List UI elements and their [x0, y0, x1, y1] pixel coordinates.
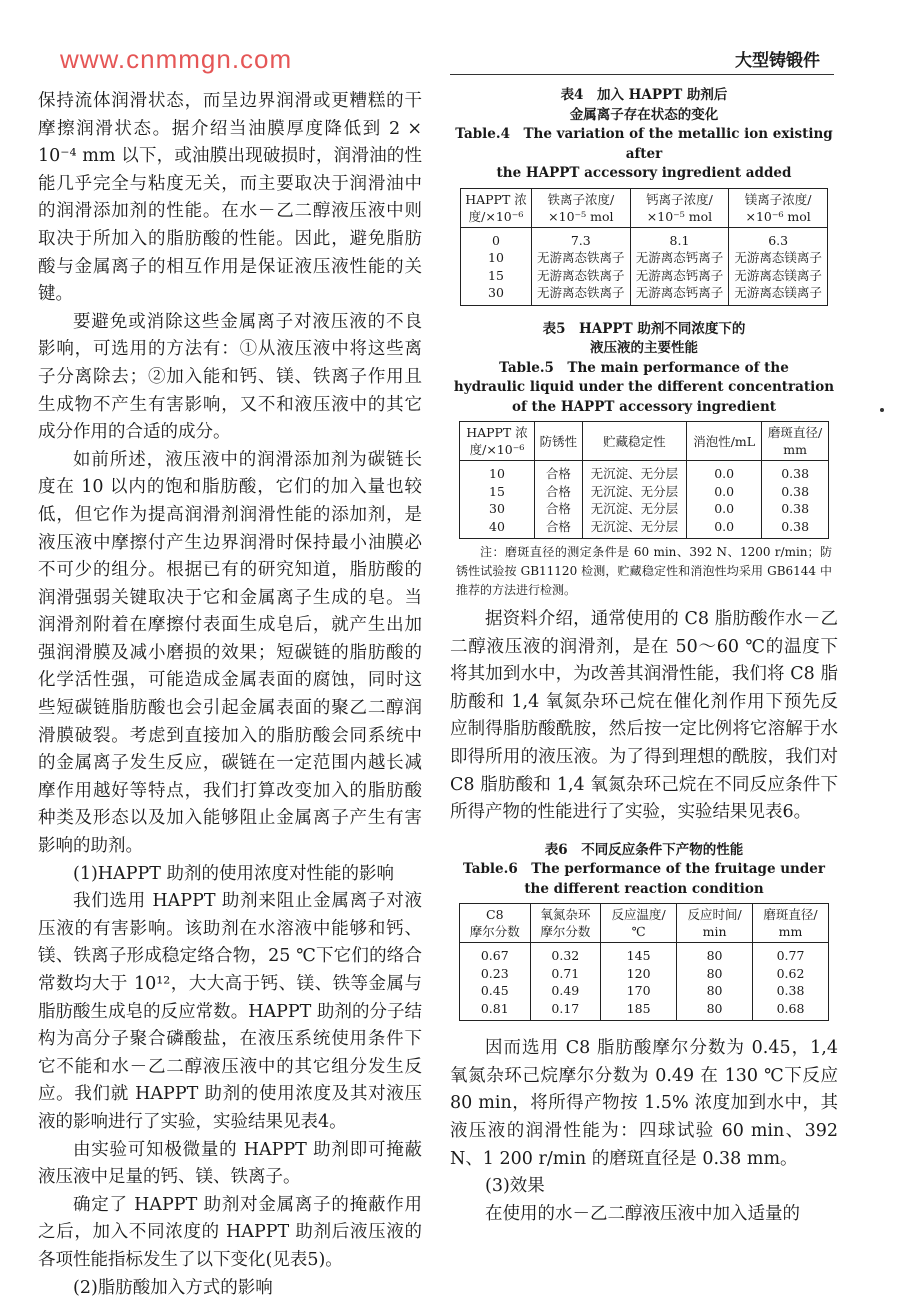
- table-row: [460, 943, 829, 965]
- left-column: [38, 88, 422, 1302]
- table-row: [461, 249, 828, 267]
- section-heading: (2)脂肪酸加入方式的影响: [73, 1277, 273, 1298]
- caption-cn: 表5 HAPPT 助剂不同浓度下的: [542, 320, 746, 337]
- right-column-lower: [450, 1035, 838, 1228]
- table5-caption: [450, 320, 838, 418]
- table-cell: 无游离态铁离子: [531, 267, 630, 285]
- table-row: [461, 284, 828, 305]
- table-cell: 0.77: [753, 943, 829, 965]
- table-cell: 0.62: [753, 965, 829, 983]
- table-cell: 无沉淀、无分层: [582, 483, 686, 501]
- table-cell: 0: [461, 227, 532, 249]
- table-cell: 0.17: [530, 1000, 601, 1021]
- header-line: HAPPT 浓: [465, 191, 527, 207]
- paragraph: 因而选用 C8 脂肪酸摩尔分数为 0.45，1,4 氧氮杂环己烷摩尔分数为 0.49 在 130 ℃下反应 80 min，将所得产物按 1.5% 浓度加到水中，其液压液的润滑性能为：四球试验 60 min、392 N、1 200 r/min 的磨斑直径是 0.38 mm。: [450, 1038, 838, 1169]
- caption-en: Table.4 The variation of the metallic ion existing after: [455, 126, 833, 162]
- table-cell: 合格: [534, 500, 582, 518]
- table-cell: 80: [677, 982, 753, 1000]
- paragraph: 如前所述，液压液中的润滑添加剂为碳链长度在 10 以内的饱和脂肪酸，它们的加入量也较低，但它作为提高润滑剂润滑性能的添加剂，是液压液中摩擦付产生边界润滑时保持最小油膜必不可少的组分。根据已有的研究知道，脂肪酸的润滑强弱关键取决于它和金属离子生成的皂。当润滑剂附着在摩擦付表面生成皂后，就产生出加强润滑膜及减小磨损的效果；短碳链的脂肪酸的化学活性强，可能造成金属表面的腐蚀，同时这些短碳链脂肪酸也会引起金属表面的聚乙二醇润滑膜破裂。考虑到直接加入的脂肪酸会同系统中的金属离子发生反应，碳链在一定范围内越长减摩作用越好等特点，我们打算改变加入的脂肪酸种类及形态以及加入能够阻止金属离子产生有害影响的助剂。: [38, 449, 422, 857]
- header-line: ℃: [631, 924, 646, 940]
- column-header: [762, 422, 829, 461]
- table-cell: 7.3: [531, 227, 630, 249]
- header-line: 摩尔分数: [540, 924, 591, 940]
- table-cell: 0.49: [530, 982, 601, 1000]
- table-cell: 无沉淀、无分层: [582, 500, 686, 518]
- table-row: [460, 1000, 829, 1021]
- header-line: 铁离子浓度/: [547, 191, 615, 207]
- table-cell: 120: [601, 965, 677, 983]
- column-header: [461, 188, 532, 227]
- header-line: 磨斑直径/: [763, 907, 818, 923]
- header-line: 度/×10⁻⁶: [468, 208, 524, 224]
- column-header: [530, 904, 601, 943]
- paragraph: 保持流体润滑状态，而呈边界润滑或更糟糕的干摩擦润滑状态。据介绍当油膜厚度降低到 2 × 10⁻⁴ mm 以下，或油膜出现破损时，润滑油的性能几乎完全与粘度无关，而主要取决于润滑油中的润滑添加剂的性能。在水－乙二醇液压液中则取决于所加入的脂肪酸的性能。因此，避免脂肪酸与金属离子的相互作用是保证液压液性能的关键。: [38, 91, 422, 305]
- table-cell: 合格: [534, 461, 582, 483]
- paragraph: 据资料介绍，通常使用的 C8 脂肪酸作水－乙二醇液压液的润滑剂，是在 50～60 ℃的温度下将其加到水中，为改善其润滑性能，我们将 C8 脂肪酸和 1,4 氧氮杂环己烷在催化剂作用下预先反应制得脂肪酸酰胺，然后按一定比例将它溶解于水即得所用的液压液。为了得到理想的酰胺，我们对 C8 脂肪酸和 1,4 氧氮杂环己烷在不同反应条件下所得产物的性能进行了实验，实验结果见表6。: [450, 609, 838, 823]
- table6-caption: [450, 841, 838, 900]
- column-header: [729, 188, 828, 227]
- table-cell: 0.23: [460, 965, 531, 983]
- table-cell: 0.38: [753, 982, 829, 1000]
- header-line: 钙离子浓度/: [646, 191, 713, 207]
- table-cell: 8.1: [630, 227, 729, 249]
- table-row: [460, 461, 829, 483]
- paragraph: 我们选用 HAPPT 助剂来阻止金属离子对液压液的有害影响。该助剂在水溶液中能够和钙、镁、铁离子形成稳定络合物，25 ℃下它们的络合常数均大于 10¹²，大大高于钙、镁、铁等金属与脂肪酸生成皂的反应常数。HAPPT 助剂的分子结构为高分子聚合磷酸盐，在液压系统使用条件下它不能和水－乙二醇液压液中的其它组分发生反应。我们就 HAPPT 助剂的使用浓度及其对液压液的影响进行了实验，实验结果见表4。: [38, 891, 422, 1132]
- caption-en: hydraulic liquid under the different concentration: [453, 379, 835, 395]
- table-cell: 无游离态镁离子: [729, 267, 828, 285]
- table-cell: 0.0: [687, 518, 762, 539]
- table-cell: 0.0: [687, 483, 762, 501]
- table-cell: 0.45: [460, 982, 531, 1000]
- column-header: [582, 422, 686, 461]
- header-line: ×10⁻⁶ mol: [745, 208, 811, 224]
- table-row: [460, 518, 829, 539]
- table-cell: 170: [601, 982, 677, 1000]
- table-cell: 0.68: [753, 1000, 829, 1021]
- right-column: [450, 86, 838, 1228]
- scan-speck: [880, 408, 884, 412]
- caption-en: Table.6 The performance of the fruitage under: [462, 861, 826, 878]
- table-cell: 80: [677, 943, 753, 965]
- header-rule: [450, 74, 834, 75]
- table-cell: 0.38: [762, 518, 829, 539]
- table-cell: 145: [601, 943, 677, 965]
- table-row: [460, 483, 829, 501]
- table-row: [461, 227, 828, 249]
- watermark: www.cnmmgn.com: [60, 44, 293, 74]
- column-header: [630, 188, 729, 227]
- table-cell: 10: [460, 461, 535, 483]
- table-cell: 10: [461, 249, 532, 267]
- spacer: [450, 306, 838, 320]
- table5-note: 注：磨斑直径的测定条件是 60 min、392 N、1200 r/min；防锈性试验按 GB11120 检测，贮藏稳定性和消泡性均采用 GB6144 中推荐的方法进行检测。: [456, 545, 832, 597]
- header-line: 贮藏稳定性: [603, 433, 666, 449]
- column-header: [531, 188, 630, 227]
- spacer: [450, 1021, 838, 1035]
- column-header: [753, 904, 829, 943]
- journal-header: 大型铸锻件: [735, 51, 820, 71]
- table-cell: 0.67: [460, 943, 531, 965]
- caption-en: of the HAPPT accessory ingredient: [511, 398, 777, 415]
- column-header: [601, 904, 677, 943]
- table4-caption: [450, 86, 838, 184]
- column-header: [460, 904, 531, 943]
- table-cell: 0.0: [687, 461, 762, 483]
- table-row: [460, 982, 829, 1000]
- table-cell: 30: [460, 500, 535, 518]
- table-cell: 无游离态钙离子: [630, 284, 729, 305]
- header-line: 磨斑直径/: [768, 425, 823, 440]
- table-cell: 185: [601, 1000, 677, 1021]
- table-cell: 0.38: [762, 461, 829, 483]
- table-cell: 0.38: [762, 483, 829, 501]
- table-cell: 合格: [534, 483, 582, 501]
- header-line: 镁离子浓度/: [744, 191, 812, 207]
- paragraph: 由实验可知极微量的 HAPPT 助剂即可掩蔽液压液中足量的钙、镁、铁离子。: [38, 1139, 422, 1188]
- header-line: 消泡性/mL: [693, 433, 756, 449]
- column-header: [460, 422, 535, 461]
- table-row: [461, 267, 828, 285]
- table-cell: 15: [460, 483, 535, 501]
- header-line: min: [702, 924, 727, 940]
- table-cell: 0.0: [687, 500, 762, 518]
- table-cell: 无游离态钙离子: [630, 249, 729, 267]
- column-header: [687, 422, 762, 461]
- header-line: 氧氮杂环: [540, 907, 591, 923]
- table-cell: 80: [677, 1000, 753, 1021]
- header-line: 摩尔分数: [469, 924, 520, 940]
- table4: [460, 188, 828, 306]
- column-header: [677, 904, 753, 943]
- table-cell: 0.81: [460, 1000, 531, 1021]
- header-line: 反应时间/: [687, 907, 742, 923]
- table-row: [460, 965, 829, 983]
- table-cell: 无游离态镁离子: [729, 284, 828, 305]
- header-line: mm: [783, 442, 807, 457]
- table-cell: 合格: [534, 518, 582, 539]
- table-cell: 0.71: [530, 965, 601, 983]
- table5: [459, 421, 829, 539]
- table-cell: 无游离态镁离子: [729, 249, 828, 267]
- caption-cn: 表4 加入 HAPPT 助剂后: [560, 87, 728, 103]
- table-cell: 80: [677, 965, 753, 983]
- header-line: ×10⁻⁵ mol: [646, 208, 713, 224]
- table-cell: 无沉淀、无分层: [582, 461, 686, 483]
- header-line: ×10⁻⁵ mol: [548, 208, 614, 224]
- table-row: [460, 500, 829, 518]
- table-cell: 无沉淀、无分层: [582, 518, 686, 539]
- spacer: [450, 827, 838, 841]
- caption-en: Table.5 The main performance of the: [499, 359, 789, 376]
- header-line: C8: [486, 907, 504, 923]
- header-line: 反应温度/: [611, 907, 666, 923]
- section-heading: (1)HAPPT 助剂的使用浓度对性能的影响: [73, 863, 394, 884]
- table-cell: 无游离态钙离子: [630, 267, 729, 285]
- caption-cn: 表6 不同反应条件下产物的性能: [544, 841, 744, 858]
- table-cell: 0.38: [762, 500, 829, 518]
- caption-cn: 金属离子存在状态的变化: [569, 106, 719, 123]
- header-line: 度/×10⁻⁶: [469, 442, 525, 457]
- column-header: [534, 422, 582, 461]
- paragraph: 要避免或消除这些金属离子对液压液的不良影响，可选用的方法有：①从液压液中将这些离子分离除去；②加入能和钙、镁、铁离子作用且生成物不产生有害影响，又不和液压液中的其它成分作用的合适的成分。: [38, 311, 422, 443]
- caption-cn: 液压液的主要性能: [590, 340, 698, 356]
- right-column-upper: [450, 606, 838, 827]
- header-line: HAPPT 浓: [466, 425, 528, 440]
- paragraph: 在使用的水－乙二醇液压液中加入适量的: [485, 1203, 800, 1224]
- caption-en: the HAPPT accessory ingredient added: [496, 165, 792, 181]
- section-heading: (3)效果: [485, 1176, 545, 1197]
- header-line: mm: [778, 924, 803, 940]
- table-cell: 30: [461, 284, 532, 305]
- header-line: 防锈性: [539, 433, 578, 449]
- table-cell: 6.3: [729, 227, 828, 249]
- paragraph: 确定了 HAPPT 助剂对金属离子的掩蔽作用之后，加入不同浓度的 HAPPT 助剂后液压液的各项性能指标发生了以下变化(见表5)。: [38, 1194, 422, 1270]
- table6: [459, 903, 829, 1021]
- table-cell: 无游离态铁离子: [531, 249, 630, 267]
- table-cell: 0.32: [530, 943, 601, 965]
- table-cell: 40: [460, 518, 535, 539]
- table-cell: 无游离态铁离子: [531, 284, 630, 305]
- table-cell: 15: [461, 267, 532, 285]
- caption-en: the different reaction condition: [524, 880, 764, 897]
